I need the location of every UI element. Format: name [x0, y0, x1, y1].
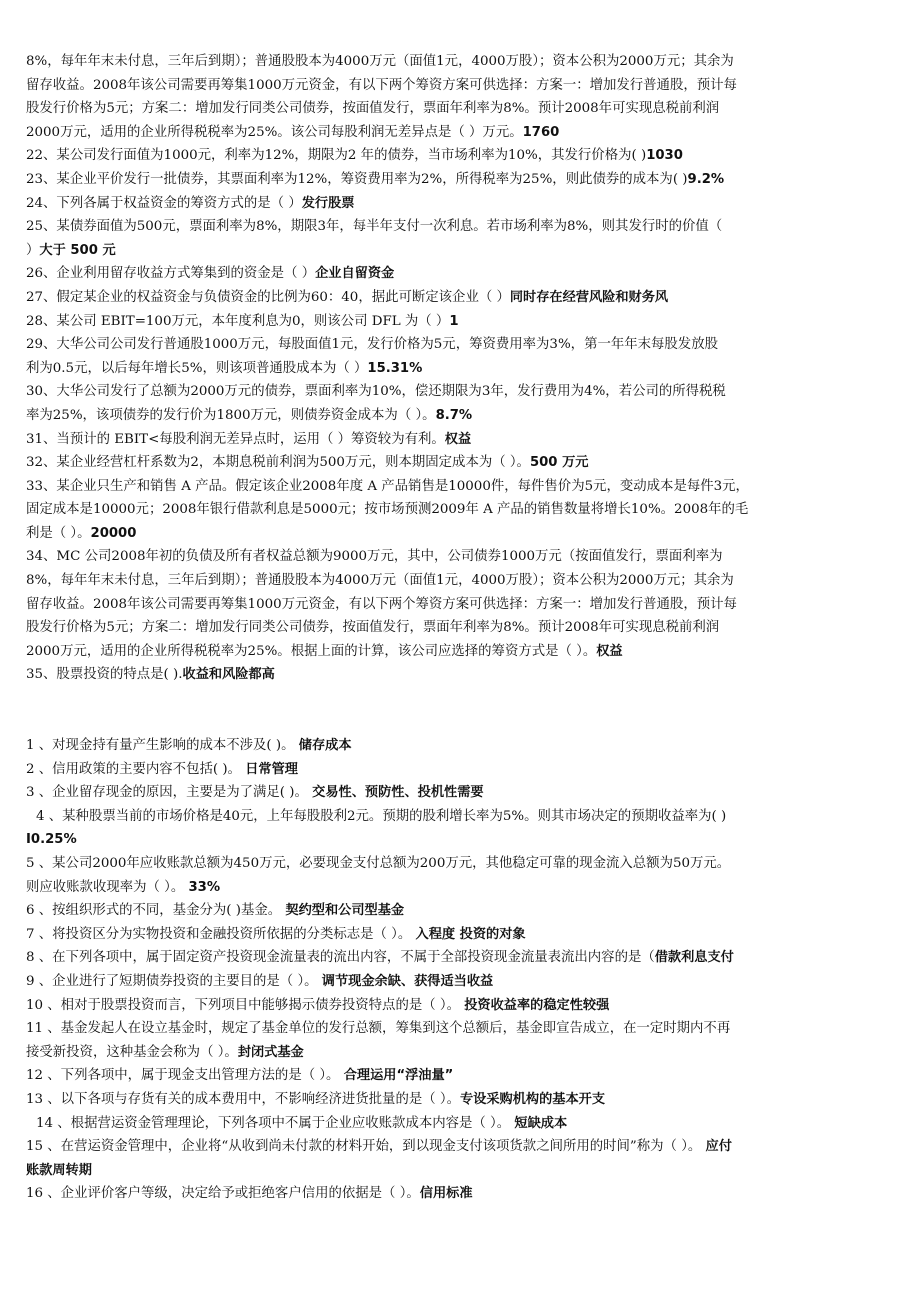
question-line: [26, 144, 902, 168]
question-line: [26, 946, 902, 970]
question-line: [26, 1017, 902, 1041]
question-text: 9 、企业进行了短期债券投资的主要目的是（ ）。: [26, 973, 322, 989]
answer-text: 合理运用“浮油量”: [343, 1068, 454, 1084]
question-line: [26, 380, 902, 404]
answer-text: 入程度 投资的对象: [415, 926, 526, 942]
answer-text: 同时存在经营风险和财务风: [509, 289, 669, 305]
question-line: [26, 899, 902, 923]
question-line: [26, 923, 902, 947]
answer-text: 专设采购机构的基本开支: [459, 1091, 606, 1107]
question-text: 4 、某种股票当前的市场价格是40元，上年每股股利2元。预期的股利增长率为5%。则其市场决定的预期收益率为( ): [36, 808, 727, 824]
question-line: [26, 1088, 902, 1112]
answer-text: 短缺成本: [514, 1115, 568, 1131]
question-text: 10 、相对于股票投资而言，下列项目中能够揭示债券投资特点的是（ ）。: [26, 997, 465, 1013]
answer-text: 1760: [522, 124, 560, 140]
question-text: 13 、以下各项与存货有关的成本费用中，不影响经济进货批量的是（ ）。: [26, 1091, 460, 1107]
question-line: [26, 357, 902, 381]
question-line: [26, 451, 902, 475]
question-line: [26, 805, 902, 829]
question-line: [26, 168, 902, 192]
question-section-investment-working-capital: [26, 734, 902, 1206]
question-text: 30、大华公司发行了总额为2000万元的债券，票面利率为10%，偿还期限为3年，发行费用为4%，若公司的所得税税: [26, 384, 726, 400]
question-text: 27、假定某企业的权益资金与负债资金的比例为60：40，据此可断定该企业（ ）: [26, 289, 510, 305]
answer-text: 1030: [646, 148, 683, 164]
question-text: 2000万元，适用的企业所得税税率为25%。根据上面的计算，该公司应选择的筹资方式是（ ）。: [26, 643, 597, 659]
question-line: [26, 404, 902, 428]
question-line: [26, 758, 902, 782]
question-text: 股发行价格为5元；方案二：增加发行同类公司债券，按面值发行，票面年利率为8%。预计2008年可实现息税前利润: [26, 101, 720, 117]
question-text: 率为25%，该项债券的发行价为1800万元，则债券资金成本为（ ）。: [26, 407, 436, 423]
answer-text: 信用标准: [419, 1186, 473, 1202]
question-line: [26, 522, 902, 546]
question-text: 股发行价格为5元；方案二：增加发行同类公司债券，按面值发行，票面年利率为8%。预计2008年可实现息税前利润: [26, 620, 720, 636]
question-text: 利为0.5元，以后每年增长5%，则该项普通股成本为（ ）: [26, 360, 368, 376]
answer-text: 500 万元: [529, 455, 589, 471]
question-text: 留存收益。2008年该公司需要再筹集1000万元资金，有以下两个筹资方案可供选择：方案一：增加发行普通股，预计每: [26, 77, 737, 93]
question-text: 29、大华公司公司发行普通股1000万元，每股面值1元，发行价格为5元，筹资费用率为3%，第一年年末每股发放股: [26, 337, 718, 353]
question-line: [26, 640, 902, 664]
question-text: 26、企业利用留存收益方式筹集到的资金是（ ）: [26, 266, 316, 282]
question-line: [26, 569, 902, 593]
question-text: 8%，每年年末未付息，三年后到期）；普通股股本为4000万元（面值1元，4000万股）；资本公积为2000万元；其余为: [26, 54, 734, 69]
question-text: 34、MC 公司2008年初的负债及所有者权益总额为9000万元，其中，公司债券1000万元（按面值发行，票面利率为: [26, 549, 723, 565]
answer-text: 收益和风险都高: [182, 667, 275, 683]
question-line: [26, 1135, 902, 1159]
question-line: [26, 781, 902, 805]
answer-text: 权益: [444, 431, 472, 447]
question-text: 留存收益。2008年该公司需要再筹集1000万元资金，有以下两个筹资方案可供选择：方案一：增加发行普通股，预计每: [26, 596, 737, 612]
answer-text: 交易性、预防性、投机性需要: [312, 785, 484, 801]
question-line: [26, 1064, 902, 1088]
question-line: [26, 970, 902, 994]
question-text: 8%，每年年末未付息，三年后到期）；普通股股本为4000万元（面值1元，4000万股）；资本公积为2000万元；其余为: [26, 573, 734, 589]
answer-text: 企业自留资金: [315, 266, 395, 282]
question-line: [26, 428, 902, 452]
answer-text: 1: [449, 313, 459, 329]
question-line: [26, 74, 902, 98]
question-text: 11 、基金发起人在设立基金时，规定了基金单位的发行总额，筹集到这个总额后，基金即宣告成立，在一定时期内不再: [26, 1021, 731, 1037]
question-section-financing: [26, 50, 902, 687]
question-line: [26, 310, 902, 334]
question-line: [26, 593, 902, 617]
answer-text: 权益: [596, 643, 623, 659]
answer-text: 9.2%: [687, 171, 725, 187]
question-text: 14 、根据营运资金管理理论，下列各项中不属于企业应收账款成本内容是（ ）。: [36, 1115, 515, 1131]
question-line: [26, 876, 902, 900]
question-text: 25、某债券面值为500元，票面利率为8%，期限3年，每半年支付一次利息。若市场利率为8%，则其发行时的价值（: [26, 219, 723, 235]
question-line: [26, 734, 902, 758]
answer-text: 应付: [705, 1139, 732, 1155]
answer-text: 储存成本: [298, 738, 352, 754]
answer-text: 投资收益率的稳定性较强: [464, 997, 610, 1013]
answer-text: 调节现金余缺、获得适当收益: [321, 973, 494, 989]
question-line: [26, 192, 902, 216]
question-text: 2000万元，适用的企业所得税税率为25%。该公司每股利润无差异点是（ ）万元。: [26, 124, 523, 140]
answer-text: I0.25%: [26, 832, 77, 848]
question-line: [26, 994, 902, 1018]
question-line: [26, 97, 902, 121]
question-line: [26, 239, 902, 263]
question-line: [26, 333, 902, 357]
question-line: [26, 545, 902, 569]
question-line: [26, 1159, 902, 1183]
question-text: 23、某企业平价发行一批债券，其票面利率为12%，筹资费用率为2%，所得税率为25%，则此债券的成本为( ): [26, 171, 688, 187]
question-text: 33、某企业只生产和销售 A 产品。假定该企业2008年度 A 产品销售是10000件，每件售价为5元，变动成本是每件3元，: [26, 478, 749, 494]
question-line: [26, 828, 902, 852]
question-text: 15 、在营运资金管理中，企业将“从收到尚未付款的材料开始，到以现金支付该项货款之间所用的时间”称为（ ）。: [26, 1139, 706, 1155]
question-line: [26, 1112, 902, 1136]
question-text: 1 、对现金持有量产生影响的成本不涉及( )。: [26, 738, 299, 754]
question-line: [26, 286, 902, 310]
question-line: [26, 663, 902, 687]
question-text: 接受新投资，这种基金会称为（ ）。: [26, 1044, 238, 1060]
question-text: 35、股票投资的特点是( ).: [26, 667, 183, 683]
answer-text: 15.31%: [367, 360, 423, 376]
question-text: 12 、下列各项中，属于现金支出管理方法的是（ ）。: [26, 1068, 344, 1084]
question-text: 利是（ ）。: [26, 525, 91, 541]
question-text: 22、某公司发行面值为1000元，利率为12%，期限为2 年的债券，当市场利率为10%，其发行价格为( ): [26, 148, 647, 164]
question-text: 32、某企业经营杠杆系数为2，本期息税前利润为500万元，则本期固定成本为（ ）。: [26, 455, 530, 471]
answer-text: 封闭式基金: [237, 1044, 304, 1060]
answer-text: 8.7%: [435, 407, 473, 423]
question-line: [26, 1182, 902, 1206]
question-text: 6 、按组织形式的不同，基金分为( )基金。: [26, 903, 286, 919]
question-text: 24、下列各属于权益资金的筹资方式的是（ ）: [26, 195, 302, 211]
question-text: 31、当预计的 EBIT<每股利润无差异点时，运用（ ）筹资较为有利。: [26, 431, 445, 447]
question-text: 16 、企业评价客户等级，决定给予或拒绝客户信用的依据是（ ）。: [26, 1186, 420, 1202]
answer-text: 20000: [90, 525, 137, 541]
question-line: [26, 215, 902, 239]
question-line: [26, 121, 902, 145]
question-line: [26, 475, 902, 499]
question-line: [26, 50, 902, 74]
answer-text: 大于 500 元: [39, 242, 116, 258]
question-line: [26, 616, 902, 640]
question-text: 则应收账款收现率为（ ）。: [26, 879, 189, 895]
question-text: 28、某公司 EBIT=100万元，本年度利息为0，则该公司 DFL 为（ ）: [26, 313, 450, 329]
answer-text: 日常管理: [245, 761, 298, 777]
answer-text: 发行股票: [301, 195, 355, 211]
question-line: [26, 498, 902, 522]
question-text: 2 、信用政策的主要内容不包括( )。: [26, 761, 246, 777]
question-text: 5 、某公司2000年应收账款总额为450万元，必要现金支付总额为200万元，其他稳定可靠的现金流入总额为50万元。: [26, 856, 731, 871]
answer-text: 账款周转期: [26, 1162, 92, 1178]
answer-text: 33%: [188, 879, 221, 895]
question-text: 8 、在下列各项中，属于固定资产投资现金流量表的流出内容，不属于全部投资现金流量表流出内容的是（: [26, 950, 655, 966]
question-line: [26, 1041, 902, 1065]
question-text: 7 、将投资区分为实物投资和金融投资所依据的分类标志是（ ）。: [26, 926, 416, 942]
question-text: 3 、企业留存现金的原因，主要是为了满足( )。: [26, 785, 313, 801]
answer-text: 契约型和公司型基金: [285, 903, 405, 919]
question-line: [26, 262, 902, 286]
section-gap: [26, 687, 902, 734]
question-text: ）: [26, 242, 40, 258]
question-line: [26, 852, 902, 876]
answer-text: 借款利息支付: [654, 950, 734, 966]
question-text: 固定成本是10000元；2008年银行借款利息是5000元；按市场预测2009年 A 产品的销售数量将增长10%。2008年的毛: [26, 502, 749, 518]
